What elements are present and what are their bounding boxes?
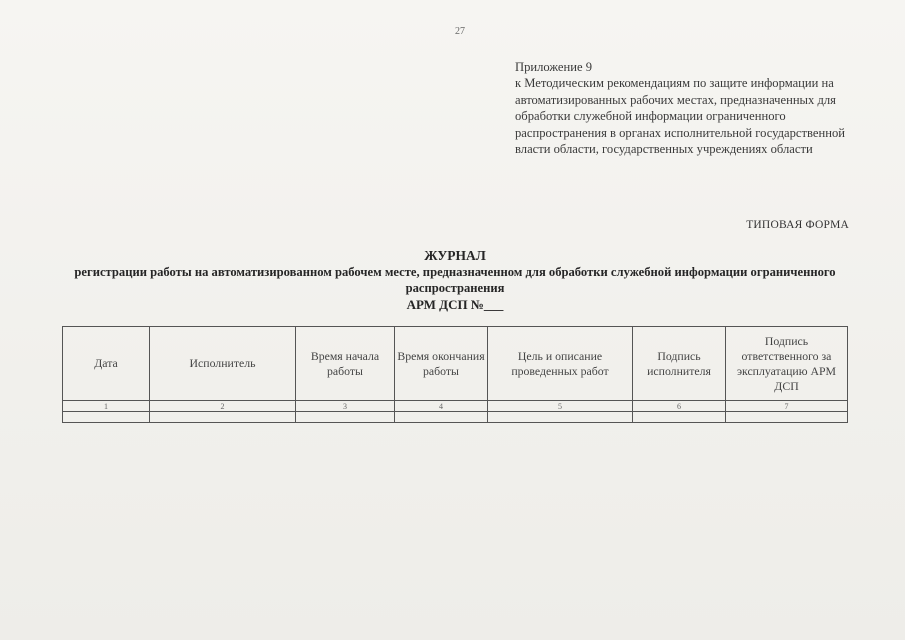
table-row (63, 412, 848, 423)
journal-table (62, 326, 848, 423)
empty-cell (726, 412, 848, 423)
empty-cell (296, 412, 395, 423)
annex-text: к Методическим рекомендациям по защите информации на автоматизированных рабочих местах, предназначенных для обработки служебной информации ограниченного распространения в органах исполнительной государственной власти области, государственных учреждениях области (515, 76, 845, 157)
table-header-row (63, 327, 848, 401)
journal-heading (60, 247, 850, 313)
journal-subtitle: регистрации работы на автоматизированном рабочем месте, предназначенном для обработки служебной информации ограниченного распространения (74, 265, 836, 295)
column-header-start-time: Время начала работы (296, 327, 395, 401)
form-type-label: ТИПОВАЯ ФОРМА (746, 219, 849, 231)
annex-block (515, 59, 855, 157)
column-header-purpose: Цель и описание проведенных работ (488, 327, 633, 401)
empty-cell (395, 412, 488, 423)
column-header-date: Дата (63, 327, 150, 401)
column-number: 1 (63, 401, 150, 412)
column-number: 6 (633, 401, 726, 412)
annex-title: Приложение 9 (515, 60, 593, 74)
empty-cell (150, 412, 296, 423)
empty-cell (633, 412, 726, 423)
column-number: 4 (395, 401, 488, 412)
column-header-executor-signature: Подпись исполнителя (633, 327, 726, 401)
column-number: 7 (726, 401, 848, 412)
column-header-executor: Исполнитель (150, 327, 296, 401)
column-header-responsible-signature: Подпись ответственного за эксплуатацию АРМ ДСП (726, 327, 848, 401)
column-number-row (63, 401, 848, 412)
column-header-end-time: Время окончания работы (395, 327, 488, 401)
page-number: 27 (455, 26, 465, 37)
empty-cell (63, 412, 150, 423)
journal-title: ЖУРНАЛ (424, 248, 486, 263)
column-number: 3 (296, 401, 395, 412)
column-number: 5 (488, 401, 633, 412)
column-number: 2 (150, 401, 296, 412)
journal-arm-number: АРМ ДСП №___ (406, 297, 504, 312)
empty-cell (488, 412, 633, 423)
